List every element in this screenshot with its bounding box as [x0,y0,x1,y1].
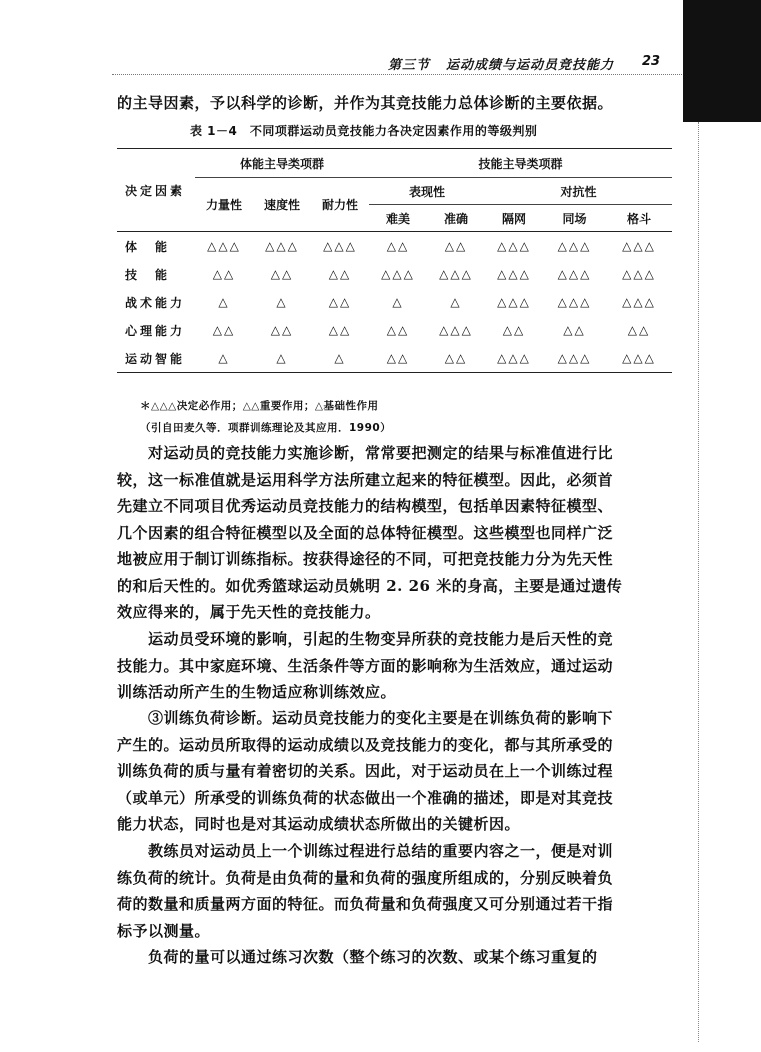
header-rule [112,74,682,75]
table-cell: △△ [427,344,485,373]
table-cell: △△ [328,295,352,309]
text-line: 训练活动所产生的生物适应称训练效应。 [117,683,397,701]
row-label: 体 能 [125,239,171,254]
table-cell: △△ [386,239,410,253]
table-cell: △△ [270,323,294,337]
text-line: 先建立不同项目优秀运动员竞技能力的结构模型，包括单因素特征模型、 [117,497,614,515]
table-cell: △△△ [207,239,241,253]
table-cell: △△△ [497,267,531,281]
paragraph [117,838,672,944]
table-cell: △△ [563,323,586,337]
grade-table [117,148,672,373]
col-net: 隔网 [485,205,543,232]
table-cell: △△△ [497,239,531,253]
text-line: 对运动员的竞技能力实施诊断，常常要把测定的结果与标准值进行比 [117,444,614,462]
col-difficult-beauty: 难美 [369,205,427,232]
table-cell: △△△ [439,323,473,337]
table-cell: △△ [369,344,427,373]
table-note-source: （引自田麦久等．项群训练理论及其应用．1990） [140,422,392,434]
table-row [117,344,672,373]
table-cell: △ [276,295,288,309]
text-line: 标予以测量。 [117,921,211,940]
text-line: 练负荷的统计。负荷是由负荷的量和负荷的强度所组成的，分别反映着负 [117,868,614,887]
table-row [117,232,672,261]
table-cell: △△ [212,323,236,337]
page-edge-tab [683,0,761,122]
paragraph [117,944,672,971]
page-edge-dots [698,122,699,1042]
table-cell: △△△ [381,267,415,281]
text-line: 运动员受环境的影响，引起的生物变异所获的竞技能力是后天性的竞 [117,630,614,648]
table-cell: △△△ [485,344,543,373]
chapter-title: 运动成绩与运动员竞技能力 [446,58,615,73]
table-caption: 表 1－4 不同项群运动员竞技能力各决定因素作用的等级判别 [190,124,538,138]
row-label: 战术能力 [125,295,186,310]
table-cell: △△△ [557,267,592,281]
page-number: 23 [642,54,661,69]
table-cell: △△△ [606,344,672,373]
text-line: 教练员对运动员上一个训练过程进行总结的重要内容之一，便是对训 [117,842,614,860]
confrontational-header: 对抗性 [485,178,672,205]
text-line: 负荷的量可以通过练习次数（整个练习的次数、或某个练习重复的 [117,948,598,966]
table-cell: △△△ [439,267,473,281]
table-cell: △ [253,344,311,373]
text-line: 较，这一标准值就是运用科学方法所建立起来的特征模型。因此，必须首 [117,470,614,489]
table-cell: △ [218,295,230,309]
text-line: 荷的数量和质量两方面的特征。而负荷量和负荷强度又可分别通过若干指 [117,895,614,913]
table-cell: △△ [502,323,526,337]
table-cell: △△ [270,267,294,281]
text-line: 地被应用于制订训练指标。按获得途径的不同，可把竞技能力分为先天性 [117,550,614,568]
factor-header: 决定因素 [117,149,195,232]
text-line: 效应得来的，属于先天性的竞技能力。 [117,603,381,621]
col-strength: 力量性 [195,178,253,232]
table-cell: △ [195,344,253,373]
physical-group-header: 体能主导类项群 [195,149,369,178]
text-line: 几个因素的组合特征模型以及全面的总体特征模型。这些模型也同样广泛 [117,523,614,542]
text-line: ③训练负荷诊断。运动员竞技能力的变化主要是在训练负荷的影响下 [117,709,614,727]
table-cell: △△△ [497,295,531,309]
table-row [117,260,672,288]
col-accuracy: 准确 [427,205,485,232]
table-cell: △△△ [622,267,656,281]
table-row [117,316,672,344]
table-cell: △△ [328,267,352,281]
col-endurance: 耐力性 [311,178,369,232]
text-line: 产生的。运动员所取得的运动成绩以及竞技能力的变化，都与其所承受的 [117,735,614,754]
table-cell: △△ [328,323,352,337]
text-line: 的主导因素，予以科学的诊断，并作为其竞技能力总体诊断的主要依据。 [117,94,614,112]
row-label: 运动智能 [117,344,195,373]
section-label: 第三节 [388,58,431,73]
col-speed: 速度性 [253,178,311,232]
paragraph [117,705,672,838]
table-cell: △△△ [265,239,299,253]
table-cell: △ [450,295,462,309]
row-label: 技 能 [125,267,171,282]
intro-line [117,90,672,117]
skill-group-header: 技能主导类项群 [369,149,672,178]
table-cell: △△ [627,323,651,337]
table-cell: △△△ [622,295,656,309]
expressive-header: 表现性 [369,178,485,205]
col-same-field: 同场 [543,205,606,232]
table-cell: △△ [212,267,236,281]
text-line: （或单元）所承受的训练负荷的状态做出一个准确的描述，即是对其竞技 [117,788,614,807]
running-head [388,54,614,73]
text-line: 训练负荷的质与量有着密切的关系。因此，对于运动员在上一个训练过程 [117,762,614,780]
table-row [117,288,672,316]
table-note-legend: ＊△△△决定必作用；△△重要作用；△基础性作用 [140,400,379,412]
table-cell: △△△ [557,295,592,309]
table-cell: △△ [444,239,468,253]
table-cell: △△△ [622,239,656,253]
table-cell: △△△ [543,344,606,373]
table-cell: △△△ [557,239,592,253]
table-cell: △△ [386,323,410,337]
table-cell: △ [392,295,404,309]
table-cell: △△△ [323,239,357,253]
text-line: 技能力。其中家庭环境、生活条件等方面的影响称为生活效应，通过运动 [117,656,614,675]
paragraph [117,626,672,706]
table-cell: △ [311,344,369,373]
col-combat: 格斗 [606,205,672,232]
text-line: 的和后天性的。如优秀篮球运动员姚明 2. 26 米的身高，主要是通过遗传 [117,576,623,595]
row-label: 心理能力 [125,323,186,338]
paragraph [117,440,672,626]
text-line: 能力状态，同时也是对其运动成绩状态所做出的关键析因。 [117,815,521,833]
